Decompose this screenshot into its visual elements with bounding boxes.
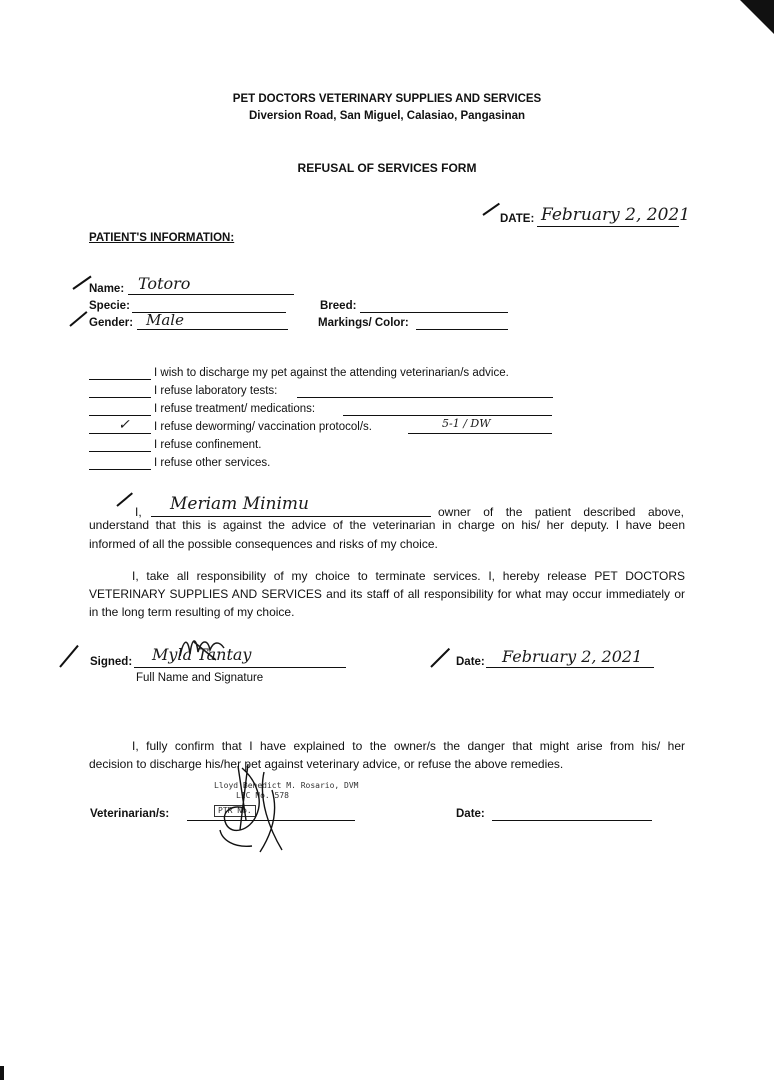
signature-date-value[interactable]: February 2, 2021 [502, 647, 643, 666]
markings-line [416, 329, 508, 330]
option-detail: 5-1 / DW [442, 417, 491, 430]
check-mark [69, 311, 87, 327]
company-name: PET DOCTORS VETERINARY SUPPLIES AND SERVICES [232, 93, 542, 105]
option-detail-line[interactable] [297, 397, 553, 398]
option-text: I refuse confinement. [154, 439, 262, 451]
scan-edge-mark [0, 1066, 4, 1080]
signature-value[interactable]: Myla Tantay [152, 645, 252, 664]
option-blank[interactable] [89, 451, 151, 452]
gender-line [137, 329, 288, 330]
stamp-name: Lloyd Benedict M. Rosario, DVM [214, 781, 359, 790]
vet-date-line [492, 820, 652, 821]
company-address: Diversion Road, San Miguel, Calasiao, Pangasinan [248, 110, 526, 122]
check-mark [482, 203, 500, 216]
check-mark [430, 648, 450, 668]
statement-prefix: I, [135, 505, 142, 519]
gender-label: Gender: [89, 317, 134, 329]
option-blank[interactable] [89, 397, 151, 398]
option-text: I wish to discharge my pet against the attending veterinarian/s advice. [154, 367, 509, 379]
statement-line3: informed of all the possible consequences and risks of my choice. [89, 537, 438, 551]
confirmation-line2: decision to discharge his/her pet against veterinary advice, or refuse the above remedies. [89, 757, 564, 771]
signed-label: Signed: [90, 656, 133, 668]
option-text: I refuse laboratory tests: [154, 385, 278, 397]
patient-section-title: PATIENT'S INFORMATION: [89, 232, 235, 244]
option-blank[interactable] [89, 379, 151, 380]
stamp-license: LIC No. 578 [236, 791, 289, 800]
signature-date-line [486, 667, 654, 668]
option-blank[interactable] [89, 469, 151, 470]
signature-scribble [176, 632, 236, 666]
responsibility-line2: VETERINARY SUPPLIES AND SERVICES and its staff of all responsibility for what may occur immediately or [89, 587, 685, 601]
markings-label: Markings/ Color: [318, 317, 409, 329]
date-line [537, 226, 679, 227]
signature-date-label: Date: [456, 656, 485, 668]
option-text: I refuse deworming/ vaccination protocol/s. [154, 421, 372, 433]
name-value[interactable]: Totoro [138, 274, 191, 293]
stamp-ptr: PTR No. [214, 805, 256, 817]
check-mark [59, 645, 79, 668]
option-mark: ✓ [118, 417, 130, 433]
specie-label: Specie: [89, 300, 130, 312]
signature-line [134, 667, 346, 668]
breed-line [360, 312, 508, 313]
option-blank[interactable] [89, 415, 151, 416]
statement-line2: understand that this is against the advice of the veterinarian in charge on his/ her deputy. I have been [89, 518, 685, 532]
date-value[interactable]: February 2, 2021 [541, 205, 691, 225]
gender-value[interactable]: Male [146, 311, 184, 329]
option-text: I refuse treatment/ medications: [154, 403, 316, 415]
signature-caption: Full Name and Signature [136, 672, 264, 684]
name-line [128, 294, 294, 295]
statement-line1-suffix: owner of the patient described above, [438, 505, 684, 519]
option-detail-line[interactable] [408, 433, 552, 434]
veterinarian-label: Veterinarian/s: [90, 808, 170, 820]
breed-label: Breed: [320, 300, 357, 312]
responsibility-line3: in the long term resulting of my choice. [89, 605, 295, 619]
name-label: Name: [89, 283, 125, 295]
responsibility-line1: I, take all responsibility of my choice to terminate services. I, hereby release PET DOCTORS [132, 569, 685, 583]
check-mark [116, 492, 133, 506]
vet-date-label: Date: [456, 808, 485, 820]
date-label: DATE: [500, 213, 535, 225]
option-text: I refuse other services. [154, 457, 271, 469]
confirmation-line1: I, fully confirm that I have explained to the owner/s the danger that might arise from his/ her [132, 739, 685, 753]
scan-corner-mark [740, 0, 774, 34]
option-blank[interactable] [89, 433, 151, 434]
vet-signature-scribble [212, 760, 308, 860]
option-detail-line[interactable] [343, 415, 552, 416]
form-title: REFUSAL OF SERVICES FORM [297, 161, 477, 175]
owner-name[interactable]: Meriam Minimu [170, 494, 309, 514]
